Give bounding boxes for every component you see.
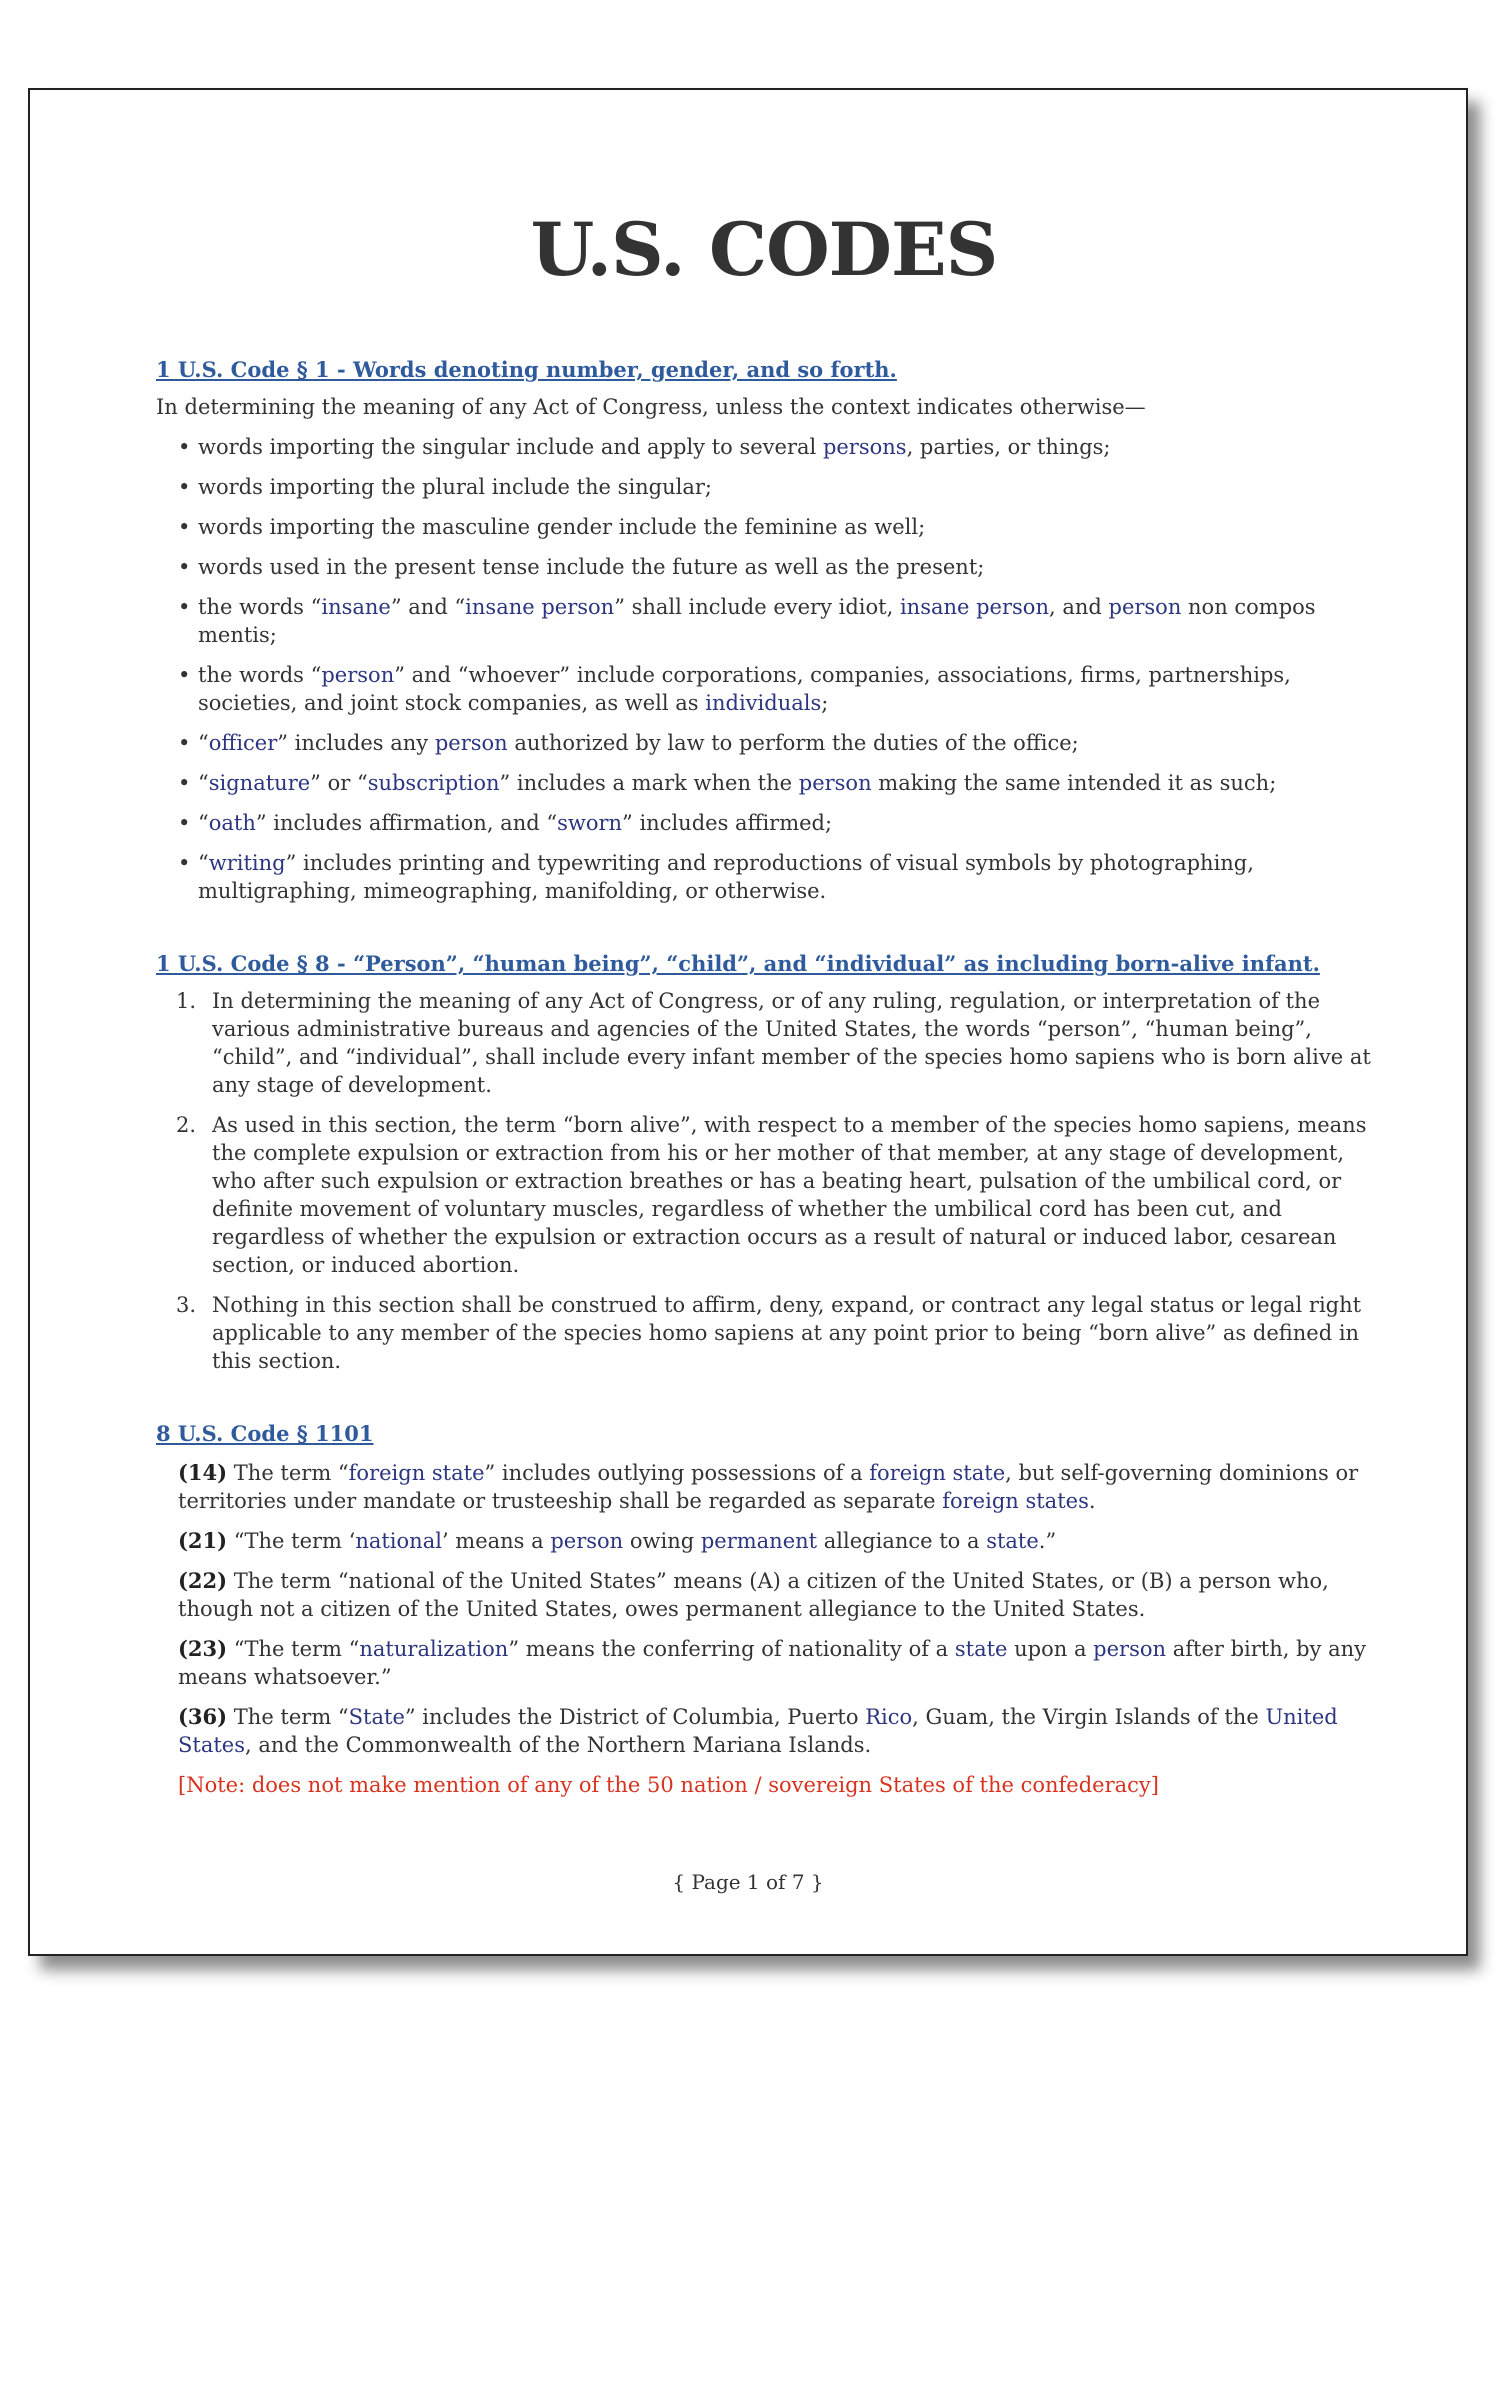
term-link[interactable]: State [348, 1705, 405, 1729]
definition-22: (22) The term “national of the United States” means (A) a citizen of the United States, or (B) a person who, though not a citizen of the United States, owes permanent allegiance to the United States. [178, 1568, 1329, 1621]
list-item: • “writing” includes printing and typewriting and reproductions of visual symbols by photographing, multigraphing, mimeographing, manifolding, or otherwise. [156, 849, 1372, 905]
item-number: 2. [176, 1113, 197, 1137]
list-item: • words importing the masculine gender include the feminine as well; [156, 513, 1372, 541]
term-link[interactable]: naturalization [359, 1637, 509, 1661]
definition-list [178, 1459, 1372, 1759]
list-item: 3. Nothing in this section shall be construed to affirm, deny, expand, or contract any legal status or legal right applicable to any member of the species homo sapiens at any point prior to being “born alive” as defined in this section. [176, 1293, 1362, 1373]
definition-14: (14) The term “foreign state” includes outlying possessions of a foreign state, but self-governing dominions or territories under mandate or trusteeship shall be regarded as separate foreign states. [178, 1460, 1359, 1513]
list-item: • “signature” or “subscription” includes a mark when the person making the same intended it as such; [156, 769, 1372, 797]
term-link[interactable]: person [321, 663, 395, 687]
definition-23: (23) “The term “naturalization” means the conferring of nationality of a state upon a person after birth, by any means whatsoever.” [178, 1636, 1366, 1689]
section-heading-1-usc-1[interactable]: 1 U.S. Code § 1 - Words denoting number, gender, and so forth. [156, 357, 897, 382]
term-link[interactable]: officer [208, 731, 278, 755]
term-link[interactable]: person [1108, 595, 1182, 619]
term-link[interactable]: subscription [367, 771, 500, 795]
definition-bullet-list [156, 433, 1372, 905]
term-link[interactable]: foreign state [348, 1461, 485, 1485]
document-title: U.S. CODES [530, 207, 998, 293]
term-link[interactable]: signature [208, 771, 311, 795]
term-link[interactable]: foreign states [942, 1489, 1089, 1513]
section-intro: In determining the meaning of any Act of Congress, unless the context indicates otherwise— [156, 395, 1146, 419]
term-link[interactable]: permanent [700, 1529, 818, 1553]
list-item: • words importing the singular include and apply to several persons, parties, or things; [156, 433, 1372, 461]
definition-36: (36) The term “State” includes the District of Columbia, Puerto Rico, Guam, the Virgin Islands of the United States, and the Commonwealth of the Northern Mariana Islands. [178, 1704, 1338, 1757]
page-content [156, 90, 1372, 1799]
term-link[interactable]: oath [208, 811, 256, 835]
section-heading-1-usc-8[interactable]: 1 U.S. Code § 8 - “Person”, “human being”, “child”, and “individual” as including born-alive infant. [156, 951, 1320, 976]
list-item: • “officer” includes any person authorized by law to perform the duties of the office; [156, 729, 1372, 757]
list-item: • “oath” includes affirmation, and “sworn” includes affirmed; [156, 809, 1372, 837]
term-link[interactable]: person [798, 771, 872, 795]
term-link[interactable]: person [1093, 1637, 1167, 1661]
item-number: 3. [176, 1293, 197, 1317]
term-link[interactable]: person [550, 1529, 624, 1553]
term-link[interactable]: writing [208, 851, 286, 875]
term-link[interactable]: sworn [557, 811, 623, 835]
term-link[interactable]: state [954, 1637, 1008, 1661]
list-item: 2. As used in this section, the term “born alive”, with respect to a member of the species homo sapiens, means the complete expulsion or extraction from his or her mother of that member, at any stage of development, who after such expulsion or extraction breathes or has a beating heart, pulsation of the umbilical cord, or definite movement of voluntary muscles, regardless of whether the umbilical cord has been cut, and regardless of whether the expulsion or extraction occurs as a result of natural or induced labor, cesarean section, or induced abortion. [176, 1113, 1367, 1277]
term-link[interactable]: person [434, 731, 508, 755]
editor-note: [Note: does not make mention of any of the 50 nation / sovereign States of the confederacy] [178, 1773, 1159, 1797]
list-item: • words importing the plural include the singular; [156, 473, 1372, 501]
list-item: 1. In determining the meaning of any Act of Congress, or of any ruling, regulation, or interpretation of the various administrative bureaus and agencies of the United States, the words “person”, “human being”, “child”, and “individual”, shall include every infant member of the species homo sapiens who is born alive at any stage of development. [176, 989, 1371, 1097]
term-link[interactable]: individuals [705, 691, 822, 715]
term-link[interactable]: Rico [865, 1705, 913, 1729]
term-link[interactable]: foreign state [869, 1461, 1006, 1485]
document-page [28, 88, 1468, 1956]
list-item: • the words “person” and “whoever” include corporations, companies, associations, firms, partnerships, societies, and joint stock companies, as well as individuals; [156, 661, 1372, 717]
page-footer: { Page 1 of 7 } [672, 1870, 824, 1894]
term-link[interactable]: insane person [465, 595, 615, 619]
item-number: 1. [176, 989, 197, 1013]
term-link[interactable]: insane person [899, 595, 1049, 619]
term-link[interactable]: United States [178, 1705, 1338, 1757]
term-link[interactable]: persons [822, 435, 907, 459]
term-link[interactable]: state [986, 1529, 1039, 1553]
term-link[interactable]: national [355, 1529, 442, 1553]
list-item: • words used in the present tense include the future as well as the present; [156, 553, 1372, 581]
section-heading-8-usc-1101[interactable]: 8 U.S. Code § 1101 [156, 1421, 374, 1446]
list-item: • the words “insane” and “insane person” shall include every idiot, insane person, and person non compos mentis; [156, 593, 1372, 649]
numbered-provision-list [156, 987, 1372, 1375]
term-link[interactable]: insane [321, 595, 391, 619]
definition-21: (21) “The term ‘national’ means a person owing permanent allegiance to a state.” [178, 1528, 1057, 1553]
